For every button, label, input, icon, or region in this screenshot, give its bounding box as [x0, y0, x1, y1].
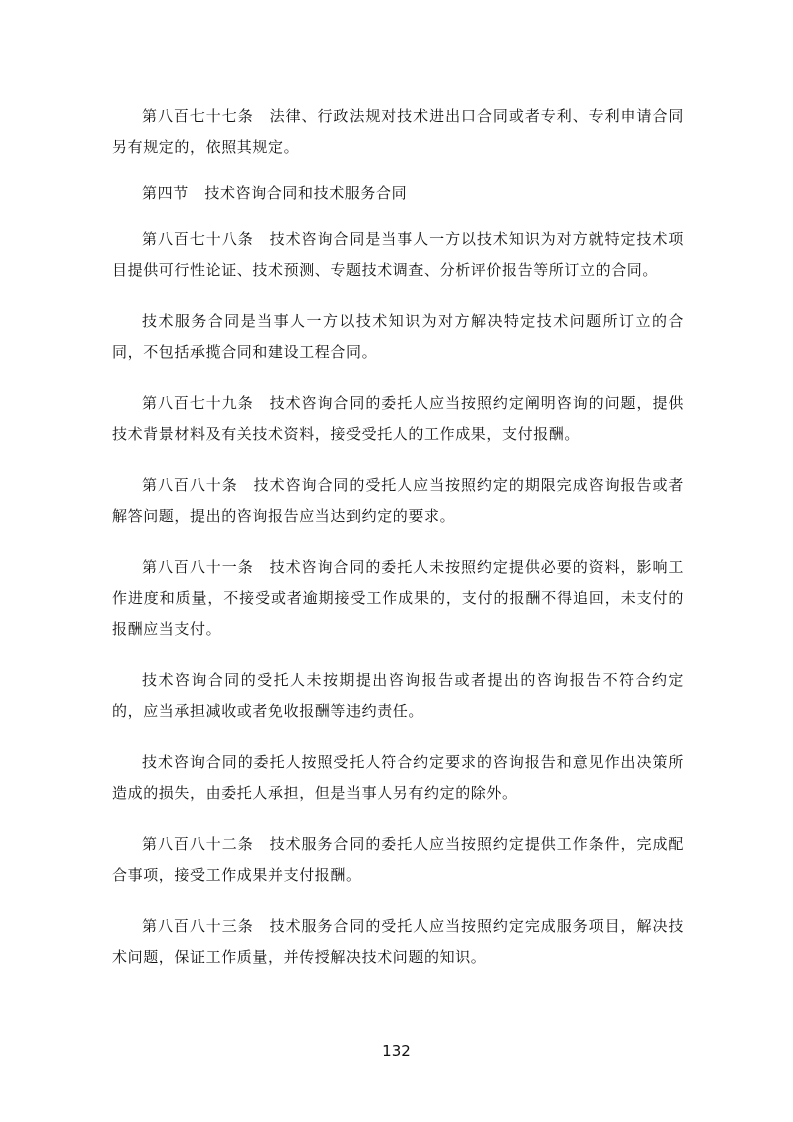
article-877: 第八百七十七条 法律、行政法规对技术进出口合同或者专利、专利申请合同另有规定的，依照其规定。	[112, 107, 684, 156]
article-880: 第八百八十条 技术咨询合同的受托人应当按照约定的期限完成咨询报告或者解答问题，提出的咨询报告应当达到约定的要求。	[112, 476, 684, 525]
section-heading: 第四节 技术咨询合同和技术服务合同	[142, 184, 408, 202]
article-878-paragraph-2: 技术服务合同是当事人一方以技术知识为对方解决特定技术问题所订立的合同，不包括承揽合同和建设工程合同。	[112, 312, 684, 361]
article-881-paragraph-3: 技术咨询合同的委托人按照受托人符合约定要求的咨询报告和意见作出决策所造成的损失，由委托人承担，但是当事人另有约定的除外。	[112, 753, 684, 802]
article-883: 第八百八十三条 技术服务合同的受托人应当按照约定完成服务项目，解决技术问题，保证工作质量，并传授解决技术问题的知识。	[112, 917, 684, 966]
article-878: 第八百七十八条 技术咨询合同是当事人一方以技术知识为对方就特定技术项目提供可行性论证、技术预测、专题技术调查、分析评价报告等所订立的合同。	[112, 230, 684, 279]
document-body	[112, 101, 684, 973]
article-879: 第八百七十九条 技术咨询合同的委托人应当按照约定阐明咨询的问题，提供技术背景材料及有关技术资料，接受受托人的工作成果，支付报酬。	[112, 394, 684, 443]
page-number: 132	[382, 1042, 411, 1060]
article-881-paragraph-2: 技术咨询合同的受托人未按期提出咨询报告或者提出的咨询报告不符合约定的，应当承担减收或者免收报酬等违约责任。	[112, 671, 684, 720]
article-881: 第八百八十一条 技术咨询合同的委托人未按照约定提供必要的资料，影响工作进度和质量，不接受或者逾期接受工作成果的，支付的报酬不得追回，未支付的报酬应当支付。	[112, 558, 684, 638]
article-882: 第八百八十二条 技术服务合同的委托人应当按照约定提供工作条件，完成配合事项，接受工作成果并支付报酬。	[112, 835, 684, 884]
